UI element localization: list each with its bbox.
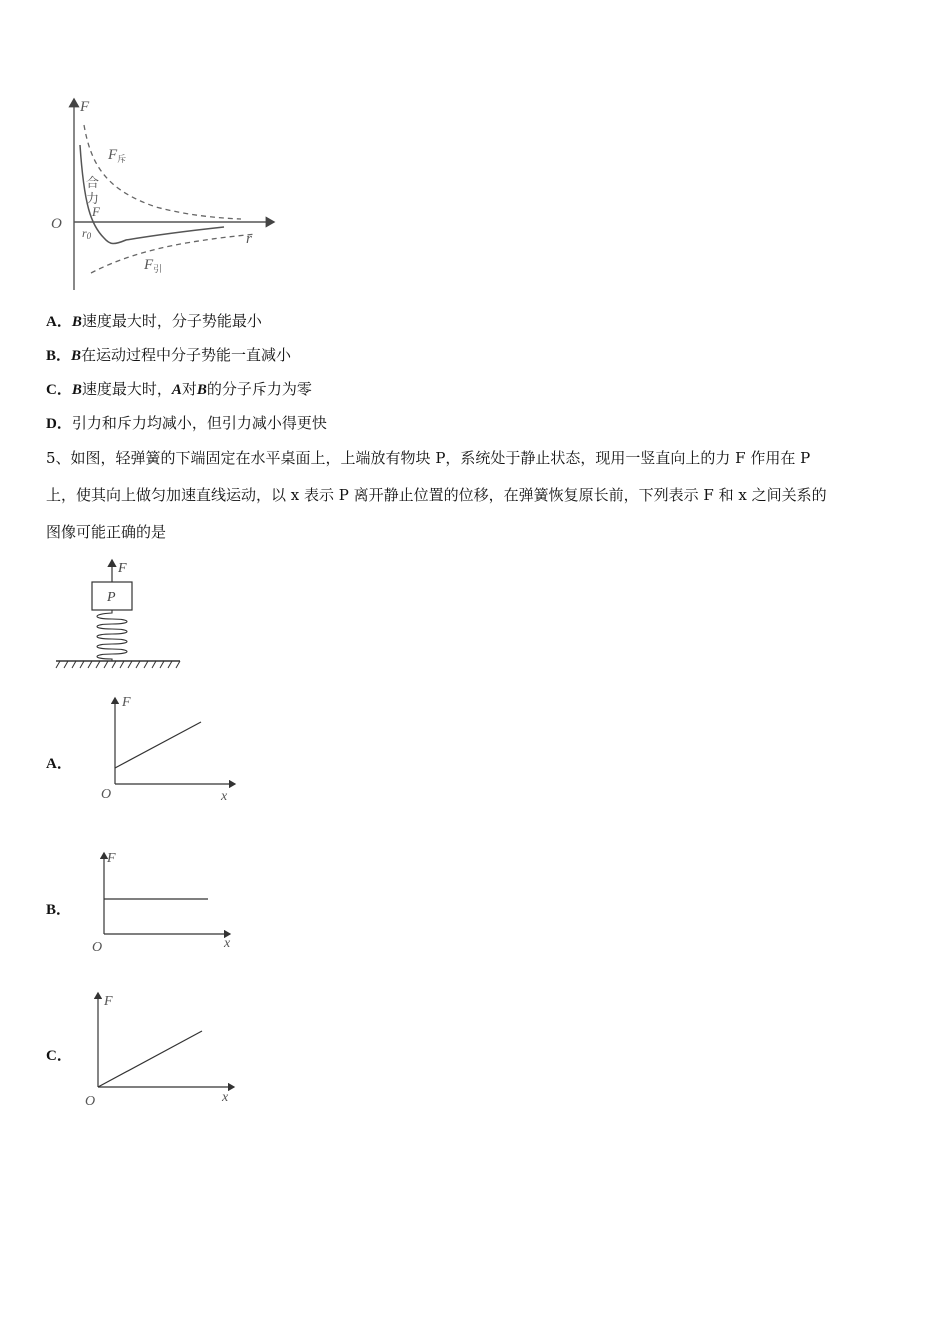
- x-label: x: [224, 936, 231, 951]
- r0-label: r0: [82, 226, 92, 241]
- ground-hatch: [56, 661, 180, 668]
- choice-c-graph[interactable]: [82, 987, 242, 1112]
- graph-line: [115, 722, 201, 768]
- origin-label: O: [92, 940, 103, 955]
- x-label: x: [222, 1090, 229, 1105]
- question-5-line-1: 5、如图，轻弹簧的下端固定在水平桌面上，上端放有物块 P，系统处于静止状态，现用一竖直向上的力 F 作用在 P: [46, 449, 811, 467]
- y-label: F: [107, 851, 116, 866]
- x-label: x: [221, 789, 228, 804]
- net-label-2: 力: [86, 191, 100, 206]
- y-label: F: [104, 994, 113, 1009]
- choice-c-label[interactable]: C．: [46, 1048, 72, 1064]
- axis-label-F: F: [80, 99, 90, 115]
- choice-b-label[interactable]: B．: [46, 902, 72, 918]
- repulsive-curve: [84, 125, 241, 219]
- y-label: F: [122, 695, 131, 710]
- option-a[interactable]: A．B速度最大时，分子势能最小: [46, 312, 262, 330]
- choice-a-label[interactable]: A．: [46, 756, 72, 772]
- force-label: F: [118, 561, 127, 576]
- origin-label: O: [85, 1094, 96, 1109]
- block-label: P: [107, 590, 116, 605]
- choice-b-graph[interactable]: [88, 843, 243, 958]
- question-5-line-2: 上，使其向上做匀加速直线运动，以 x 表示 P 离开静止位置的位移，在弹簧恢复原长前，下列表示 F 和 x 之间关系的: [46, 486, 827, 504]
- axis-label-r: r: [246, 231, 252, 247]
- repulsive-label: $F_斥$: [108, 147, 127, 164]
- option-d[interactable]: D．引力和斥力均减小，但引力减小得更快: [46, 414, 327, 432]
- net-label-1: 合: [86, 175, 100, 190]
- option-b[interactable]: B．B在运动过程中分子势能一直减小: [46, 346, 292, 364]
- graph-line: [98, 1031, 202, 1087]
- origin-label: O: [51, 216, 62, 232]
- attractive-label: $F_引$: [144, 257, 163, 274]
- molecular-force-graph: [46, 95, 286, 295]
- choice-a-graph[interactable]: [95, 690, 245, 805]
- question-5-line-3: 图像可能正确的是: [46, 523, 167, 541]
- origin-label: O: [101, 787, 112, 802]
- net-force-curve: [80, 145, 224, 244]
- spring-block-figure: [52, 556, 187, 671]
- spring-coil: [97, 610, 127, 661]
- option-c[interactable]: C．B速度最大时，A对B的分子斥力为零: [46, 380, 312, 398]
- net-label-3: F: [92, 204, 100, 219]
- attractive-curve: [91, 234, 256, 273]
